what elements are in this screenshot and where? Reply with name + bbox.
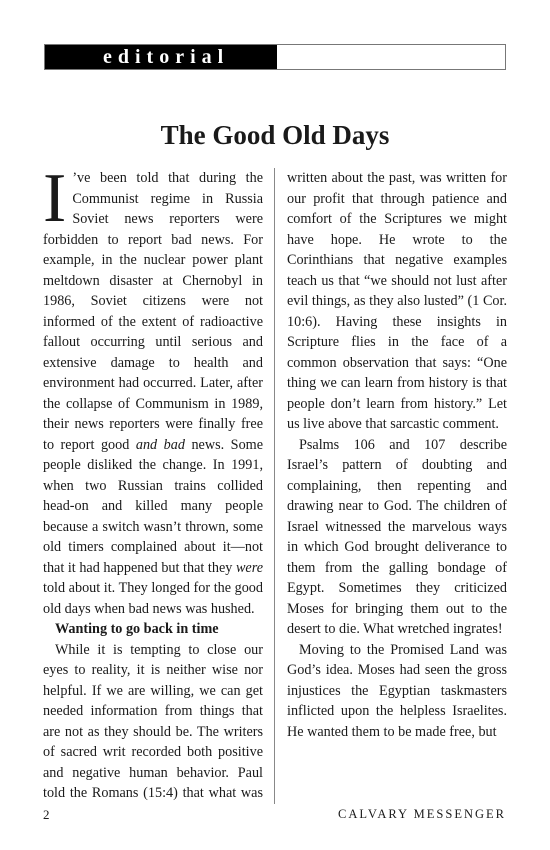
column-divider <box>274 168 275 804</box>
paragraph-3: Psalms 106 and 107 describe Israel’s pattern of doubting and complaining, then repenting and drawing near to God. The children of Israel witnessed the marvelous ways in which God brought deliverance to them from the galling bondage of Egypt. Sometimes they criticized Moses for bringing them out to the desert to die. What wretched ingrates! <box>287 436 507 637</box>
article-title: The Good Old Days <box>160 120 390 150</box>
paragraph-4: Moving to the Promised Land was God’s idea. Moses had seen the gross injustices the Egyptian taskmasters inflicted upon the helpless Israelites. He wanted them to be made free, but <box>287 641 507 740</box>
page-number: 2 <box>43 807 50 822</box>
paragraph-2: While it is tempting to close our eyes to reality, it is neither wise nor helpful. If we are willing, we can get needed information from things that are not as they should be. The writers of sacred writ recorded both positive and negative human behavior. Paul told the Romans (15:4) that what was <box>43 641 263 801</box>
section-label: editorial <box>103 46 230 68</box>
paragraph-1-lead: ’ve been told that during the Communist regime in Russia Soviet news reporters were forbidden to report bad news. For example, in the nuclear power plant meltdown disaster at Chernobyl in 1986, Soviet citizens were not informed of the extent of radioactive fallout occurring until serious and extensive damage to health and environment had occurred. Later, after the collapse of Communism in 1989, their news reporters were finally free to report good <box>43 170 263 453</box>
paragraph-1-mid: news. Some people disliked the change. In 1991, when two Russian trains collided head-on and killed many people because a switch wasn’t thrown, some old timers complained about it—not that it had happened but that they <box>43 436 263 576</box>
emphasis-and-bad: and bad <box>135 436 185 453</box>
article-column-left <box>43 168 263 802</box>
emphasis-were: were <box>235 559 263 576</box>
article-flow <box>43 168 263 802</box>
drop-cap: I <box>43 168 67 237</box>
paragraph-2-copy: written about the past, was written for our profit that through patience and comfort of the Scriptures we might have hope. He wrote to the Corinthians that negative examples teach us that “we should not lust after evil things, as they also lusted” (1 Cor. 10:6). Having these insights in Scripture flies in the face of a common observation that says: “One thing we can learn from history is that people don’t learn from history.” Let us live above that sarcastic comment. <box>287 170 507 432</box>
section-banner <box>44 44 506 70</box>
article-flow-continued <box>287 168 507 742</box>
article-column-right <box>287 168 507 804</box>
paragraph-1-end: told about it. They longed for the good old days when bad news was hushed. <box>43 580 263 617</box>
publication-name: CALVARY MESSENGER <box>338 807 506 821</box>
subheading: Wanting to go back in time <box>55 621 219 637</box>
paragraph-1 <box>43 168 263 619</box>
